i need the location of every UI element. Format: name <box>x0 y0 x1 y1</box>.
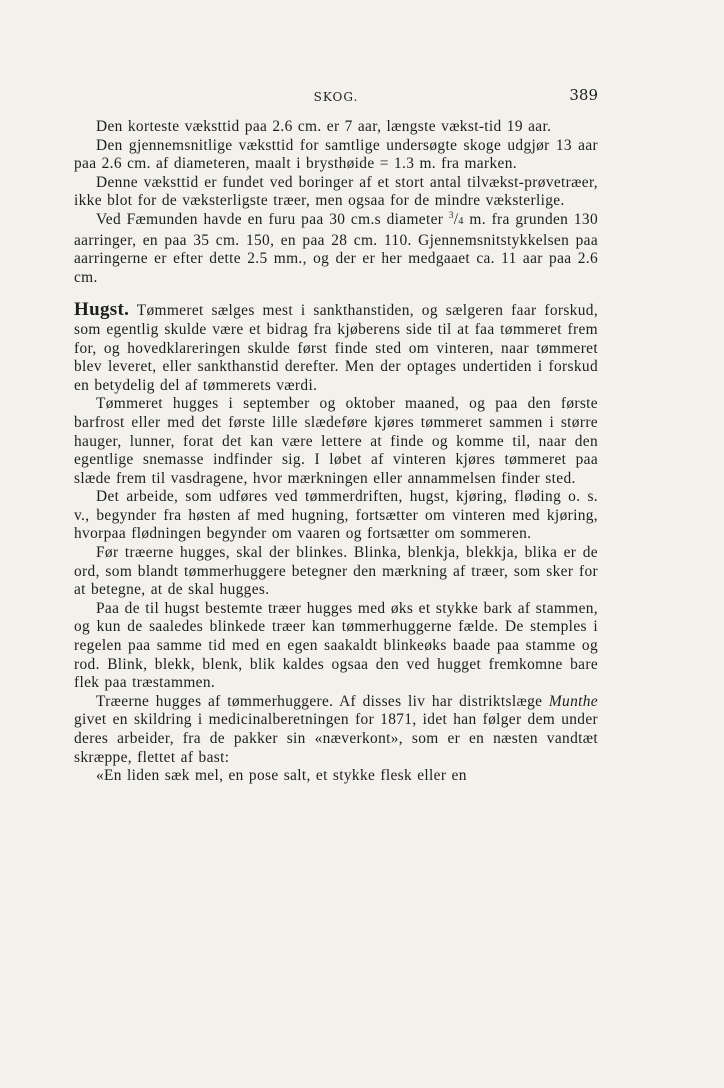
paragraph-growth-shortest: Den korteste væksttid paa 2.6 cm. er 7 aar, længste vækst-tid 19 aar. <box>96 118 552 135</box>
hugst-intro-text: Tømmeret sælges mest i sankthanstiden, og sælgeren faar forskud, som egentlig skulde være et bidrag fra kjøberens side til at faa tømmeret frem for, og hovedklareringen skulde først finde sted om vinteren, naar tømmeret blev leveret, eller sankthanstid derefter. Men der optages undertiden i forskud en betydelig del af tømmerets værdi. <box>74 302 599 394</box>
paragraph-munthe <box>74 693 598 767</box>
page-number: 389 <box>569 86 598 104</box>
paragraph-timber-work: Det arbeide, som udføres ved tømmerdriften, hugst, kjøring, fløding o. s. v., begynder fra høsten af med hugning, fortsætter om vinteren med kjøring, hvorpaa flødningen begynder om vaaren og fortsætter om sommeren. <box>74 488 598 543</box>
paragraph-growth-method: Denne væksttid er fundet ved boringer af et stort antal tilvækst-prøvetræer, ikke blot for de væksterligste træer, men ogsaa for de mindre væksterlige. <box>74 173 598 210</box>
paragraph-marking: Paa de til hugst bestemte træer hugges med øks et stykke bark af stammen, og kun de saaledes blinkede træer kan tømmerhuggerne fælde. De stemples i regelen paa samme tid med en egen saakaldt blinkeøks baade paa stamme og rod. Blink, blekk, blenk, blik kaldes ogsaa den ved hugget fremkomne bare flek paa træstammen. <box>74 599 598 692</box>
paragraph-faemunden: Ved Fæmunden havde en furu paa 30 cm.s diameter $^3$/4 m. fra grunden 130 aarringer, en paa 35 cm. 150, en paa 28 cm. 110. Gjennemsnitstykkelsen paa aarringerne er efter dette 2.5 mm., og der er her medgaaet ca. 11 aar paa 2.6 cm. <box>74 209 598 286</box>
fraction-numerator: 3 <box>448 209 454 220</box>
body-text <box>74 118 598 786</box>
paragraph-growth-average: Den gjennemsnitlige væksttid for samtlige undersøgte skoge udgjør 13 aar paa 2.6 cm. af diameteren, maalt i brysthøide = 1.3 m. fra marken. <box>74 136 598 173</box>
munthe-text-end: givet en skildring i medicinalberetningen for 1871, idet han følger dem under deres arbeider, fra de pakker sin «næverkont», som er en næsten vandtæt skræppe, flettet af bast: <box>74 711 598 766</box>
author-name-munthe: Munthe <box>548 692 598 710</box>
fraction-denominator: 4 <box>458 215 464 227</box>
faemunden-text-start: Ved Fæmunden havde en furu paa 30 cm.s diameter <box>96 210 449 228</box>
section-title-hugst: Hugst. <box>74 299 130 321</box>
paragraph-hugst-intro <box>74 301 598 395</box>
faemunden-text-end: m. fra grunden 130 aarringer, en paa 35 cm. 150, en paa 28 cm. 110. Gjennemsnitstykkelsen paa aarringerne er efter dette 2.5 mm., og der er her medgaaet ca. 11 aar paa 2.6 cm. <box>74 210 598 286</box>
munthe-text-start: Træerne hugges af tømmerhuggere. Af disses liv har distriktslæge <box>96 692 549 710</box>
section-gap <box>74 287 598 301</box>
running-head: SKOG. <box>313 90 359 104</box>
page-header <box>74 86 598 108</box>
paragraph-blinking: Før træerne hugges, skal der blinkes. Blinka, blenkja, blekkja, blika er de ord, som blandt tømmerhuggere betegner den mærkning af træer, som sker for at betegne, at de skal hugges. <box>74 544 598 599</box>
paragraph-quote-start: «En liden sæk mel, en pose salt, et stykke flesk eller en <box>96 767 467 785</box>
paragraph-felling-season: Tømmeret hugges i september og oktober maaned, og paa den første barfrost eller med det første lille slædeføre kjøres tømmeret sammen i større hauger, lunner, forat det kan være lettere at finde og komme til, naar den egentlige snemasse indfinder sig. I løbet af vinteren kjøres tømmeret paa slæde frem til vasdragene, hvor mærkningen eller annammelsen finder sted. <box>74 395 598 487</box>
